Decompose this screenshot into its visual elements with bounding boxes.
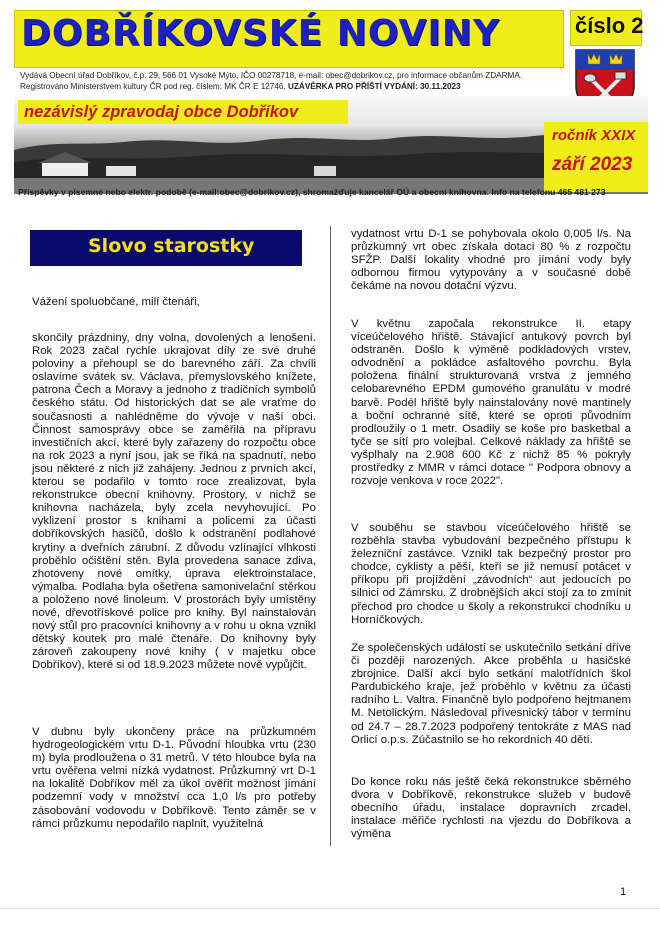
publisher-line: Vydává Obecní úřad Dobříkov, č.p. 29, 566 01 Vysoké Mýto, IČO 00278718, e-mail: obec@dobrikov.cz, pro informace občanům ZDARMA. [20,71,523,80]
issue-number-box [570,10,642,46]
tagline-box [18,100,348,124]
page-number: 1 [620,886,627,898]
registration-text: Registrováno Ministerstvem kultury ČR pod reg. číslem: MK ČR E 12746. [20,82,286,91]
newspaper-title: DOBŘÍKOVSKÉ NOVINY [21,13,500,54]
column-divider [330,226,331,846]
volume-label: ročník XXIX [552,127,636,144]
village-photo [14,96,648,194]
publisher-info [20,70,560,92]
deadline-text: UZÁVĚRKA PRO PŘÍŠTÍ VYDÁNÍ: 30.11.2023 [285,82,461,91]
paragraph-library: skončily prázdniny, dny volna, dovolených a lenošení. Rok 2023 začal rychle ukrajovat díly ze své druhé poloviny a přehoupl se do barevného září. Za chvíli oslavíme svátek sv. Václava, přemyslovského knížete, patrona Čech a Moravy a jednoho z tradičních symbolů českého státu. Od historických dat se ale vraťme do současnosti a nahlédněme do vývoje v naší obci. Činnost samosprávy obce se zaměřila na přípravu investičních akcí, které byly zařazeny do rozpočtu obce na rok 2023 a nyní jsou, jak se říká na spadnutí, nebo jsou některé z nich již zahájeny. Jednou z prvních akcí, kterou se podařilo v tomto roce zrealizovat, byla rekonstrukce obecní knihovny. Prostory, v nichž se knihovna nacházela, byly zcela nevyhovující. Po vyklizení prostor s knihami a policemi za účasti dobříkovských hasičů, došlo k odstranění podlahové krytiny a dveřních zárubní. Z důvodu vzlínající vlhkosti proběhlo očištění stěn. Byla provedena sanace zdiva, zhotoveny nové omítky, úprava elektroinstalace, výmalba. Podlaha byla ošetřena samonivelační stěrkou a položeno nové linoleum. V prostorách byly umístěny nové, dřevotřískové police pro knihy. Byl nainstalován nový stůl pro pracovníci knihovny a v rohu u okna vznikl dětský koutek pro malé čtenáře. Do knihovny byly zároveň zakoupeny nové knihy ( v majetku obce Dobříkov), které si od 18.9.2023 můžete nově vypůjčit. [32,332,316,672]
paragraph-railway-access: V souběhu se stavbou víceúčelového hřiště se rozběhla stavba vybudování bezpečného přístupu k železniční zastávce. Vznikl tak bezpečný prostor pro chodce, cyklisty a pěší, kteří se již nemusí potácet v příkopu při projíždění „závodních“ aut jedoucích po silnici od Zámrsku. Z drobnějších akcí stojí za to zmínit přechod pro chodce u školy a rekonstrukci chodníku u Horníčkových. [351,522,631,626]
page-edge [0,908,660,909]
article-heading-box [30,230,302,266]
paragraph-playground: V květnu započala rekonstrukce II. etapy víceúčelového hřiště. Stávající antukový povrch byl odstraněn. Došlo k výměně podkladových vrstev, odvodnění a pokládce asfaltového povrchu. Byla položena finální strukturovaná vrstva z jemného celobarevného EPDM gumového granulátu v modré barvě. Podél hřiště byly nainstalovány nové mantinely a boční ochranné sítě, které se oproti původním prodloužily o 1 metr. Osadily se koše pro basketbal a tyče se sítí pro volejbal. Celkové náklady za hřiště se vyšplhaly na 2.908 600 Kč z nichž 85 % pokryly prostředky z MMR v rámci dotace " Podpora obnovy a rozvoje venkova v roce 2022". [351,318,631,488]
contributions-info: Příspěvky v písemné nebo elektr. podobě (e-mail:obec@dobrikov.cz), shromažďuje kancelář OÚ a obecní knihovna. Info na telefonu 465 481 273 [18,187,606,197]
salutation: Vážení spoluobčané, milí čtenáři, [32,296,200,308]
edition-box [544,122,648,192]
issue-date: září 2023 [552,154,633,175]
paragraph-social-events: Ze společenských událostí se uskutečnilo setkání dříve či později narozených. Akce proběhla u hasičské zbrojnice. Další akcí bylo setkání malotřídních škol Pardubického kraje, jež proběhlo v květnu za účasti radního L. Valtra. Finančně bylo podpořeno hejtmanem M. Netolickým. Následoval přívesnický tábor v termínu od 24.7 – 28.7.2023 podpořený tentokráte z MAS nad Orlicí o.p.s. Zúčastnilo se ho rekordních 40 dětí. [351,642,631,746]
paragraph-well-continued: vydatnost vrtu D-1 se pohybovala okolo 0,005 l/s. Na průzkumný vrt obec získala dotaci 80 % z rozpočtu SFŽP. Další lokality vhodné pro jímání vody byly odbornou firmou vytypovány a v současné době čekáme na novou dotační výzvu. [351,228,631,293]
paragraph-well: V dubnu byly ukončeny práce na průzkumném hydrogeologickém vrtu D-1. Původní hloubka vrtu (230 m) byla prodloužena o 31 metrů. V této hloubce byla na vrtu ověřena velmi nízká vydatnost. Průzkumný vrt D-1 na lokalitě Dobříkov měl za úkol ověřit možnost jímání podzemní vody v množství cca 1,0 l/s pro potřeby zásobování vodovodu v Dobříkově. Tento záměr se v rámci průzkumu nepodařilo naplnit, využitelná [32,726,316,830]
issue-number: číslo 2 [575,13,644,38]
article-heading: Slovo starostky [88,235,255,257]
paragraph-upcoming: Do konce roku nás ještě čeká rekonstrukce sběrného dvora v Dobříkově, rekonstrukce služeb v budově obecního úřadu, instalace dopravních zrcadel, instalace měřiče rychlosti na vjezdu do Dobříkova a výměna [351,776,631,841]
registration-line [20,81,560,92]
tagline: nezávislý zpravodaj obce Dobříkov [24,103,299,121]
masthead [14,10,650,200]
newspaper-title-box [14,10,564,68]
